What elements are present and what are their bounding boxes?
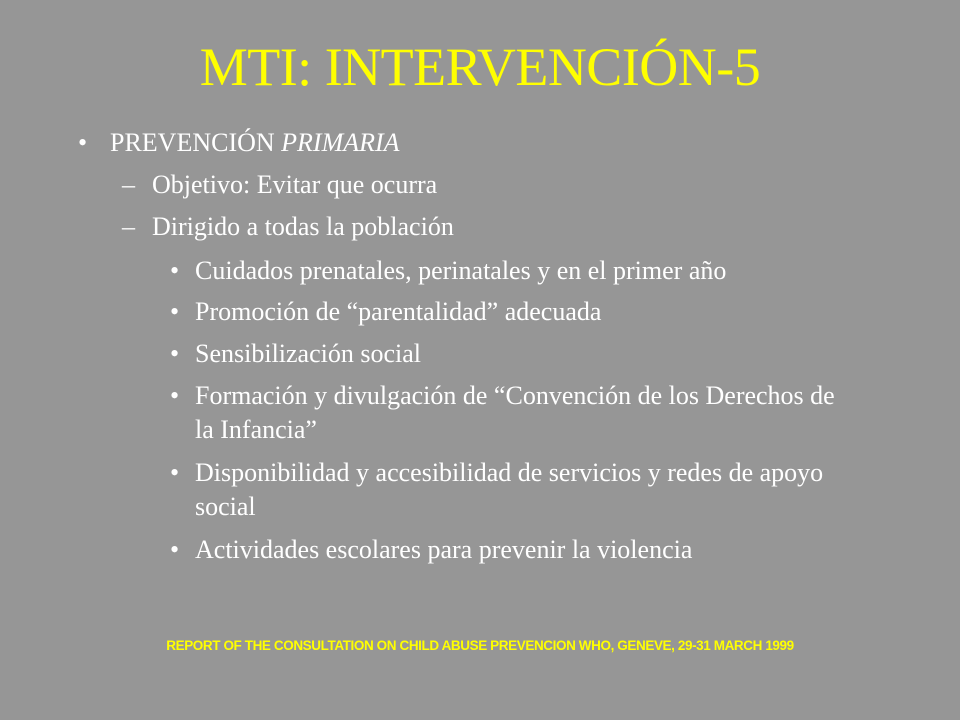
slide-title: MTI: INTERVENCIÓN-5: [199, 37, 761, 97]
level3-text: Cuidados prenatales, perinatales y en el primer año: [195, 256, 727, 285]
dash-marker: –: [122, 212, 135, 241]
bullet-marker: •: [170, 535, 180, 564]
level3-text: Actividades escolares para prevenir la violencia: [195, 535, 693, 564]
level1-bullet-text: [110, 126, 400, 160]
level3-text: Sensibilización social: [195, 339, 422, 368]
footer-citation: REPORT OF THE CONSULTATION ON CHILD ABUSE PREVENCION WHO, GENEVE, 29-31 MARCH 1999: [166, 638, 794, 653]
bullet-marker: •: [170, 297, 180, 326]
bullet-marker: •: [170, 381, 180, 410]
level3-text: Formación y divulgación de “Convención de los Derechos de la Infancia”: [195, 381, 835, 444]
level2-text: Dirigido a todas la población: [152, 212, 454, 241]
bullet-marker: •: [170, 339, 180, 368]
level3-text: Disponibilidad y accesibilidad de servicios y redes de apoyo social: [195, 458, 824, 521]
level2-text: Objetivo: Evitar que ocurra: [152, 170, 438, 199]
prevencion-label: PREVENCIÓN: [110, 128, 275, 157]
bullet-marker: •: [170, 458, 180, 487]
bullet-marker: •: [170, 256, 180, 285]
bullet-marker: •: [78, 128, 88, 157]
level3-text: Promoción de “parentalidad” adecuada: [195, 297, 602, 326]
dash-marker: –: [122, 170, 135, 199]
primaria-label: PRIMARIA: [281, 128, 400, 157]
